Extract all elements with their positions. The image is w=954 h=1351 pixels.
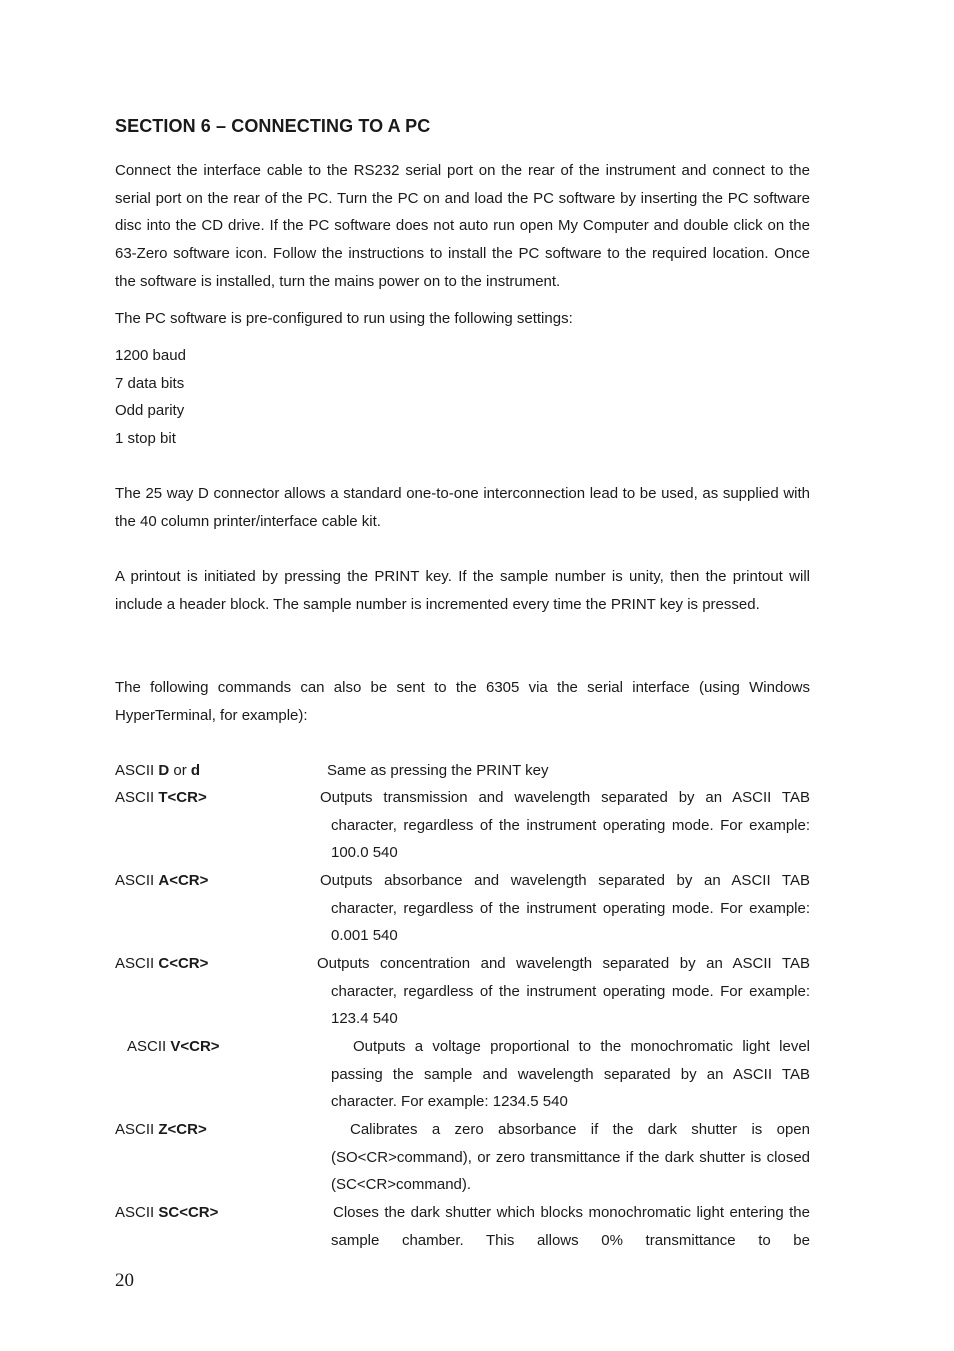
command-prefix: ASCII bbox=[115, 789, 159, 806]
settings-item-baud: 1200 baud bbox=[115, 347, 186, 364]
command-description-c: Outputs concentration and wavelength separated by an ASCII TAB character, regardless of the instrument operating mode. For example: 123.4 540 bbox=[317, 955, 810, 1028]
settings-item-parity: Odd parity bbox=[115, 402, 185, 420]
command-description-t: Outputs transmission and wavelength separated by an ASCII TAB character, regardless of the instrument operating mode. For example: 100.0 540 bbox=[320, 789, 810, 862]
settings-list bbox=[115, 342, 186, 453]
settings-item-stop-bit: 1 stop bit bbox=[115, 430, 176, 448]
command-label-z bbox=[115, 1116, 207, 1144]
intro-paragraph: Connect the interface cable to the RS232 serial port on the rear of the instrument and connect to the serial port on the rear of the PC. Turn the PC on and load the PC software by inserting the PC software disc into the CD drive. If the PC software does not auto run open My Computer and double click on the 63-Zero software icon. Follow the instructions to install the PC software to the required location. Once the software is installed, turn the mains power on to the instrument. bbox=[115, 162, 810, 290]
command-prefix: ASCII bbox=[115, 1121, 159, 1138]
command-code: C<CR> bbox=[158, 955, 209, 972]
commands-intro-paragraph: The following commands can also be sent to the 6305 via the serial interface (using Windows HyperTerminal, for example): bbox=[115, 679, 810, 724]
command-prefix: ASCII bbox=[115, 872, 159, 889]
command-code: SC<CR> bbox=[158, 1204, 219, 1221]
command-prefix: ASCII bbox=[115, 955, 159, 972]
command-description-sc: Closes the dark shutter which blocks monochromatic light entering the sample chamber. This allows 0% transmittance to be bbox=[331, 1204, 810, 1249]
command-prefix: ASCII bbox=[127, 1038, 171, 1055]
command-label-d bbox=[115, 757, 200, 785]
command-label-c bbox=[115, 950, 208, 978]
command-code: D bbox=[158, 762, 170, 779]
command-code-alt: d bbox=[190, 762, 201, 779]
command-label-v bbox=[127, 1033, 220, 1061]
command-prefix: ASCII bbox=[115, 762, 159, 779]
command-code: T<CR> bbox=[158, 789, 207, 806]
command-label-a bbox=[115, 867, 208, 895]
settings-item-data-bits: 7 data bits bbox=[115, 374, 185, 392]
page-number: 20 bbox=[115, 1270, 134, 1291]
command-code: A<CR> bbox=[158, 872, 209, 889]
command-description-d: Same as pressing the PRINT key bbox=[327, 762, 549, 779]
command-mid: or bbox=[169, 762, 191, 779]
command-prefix: ASCII bbox=[115, 1204, 159, 1221]
command-description-v: Outputs a voltage proportional to the monochromatic light level passing the sample and wavelength separated by an ASCII TAB character. For example: 1234.5 540 bbox=[331, 1038, 810, 1111]
settings-intro-paragraph: The PC software is pre-configured to run using the following settings: bbox=[115, 310, 573, 327]
printout-paragraph: A printout is initiated by pressing the PRINT key. If the sample number is unity, then the printout will include a header block. The sample number is incremented every time the PRINT key is pressed. bbox=[115, 568, 810, 613]
connector-paragraph: The 25 way D connector allows a standard one-to-one interconnection lead to be used, as supplied with the 40 column printer/interface cable kit. bbox=[115, 485, 810, 530]
command-description-z: Calibrates a zero absorbance if the dark shutter is open (SO<CR>command), or zero transmittance if the dark shutter is closed (SC<CR>command). bbox=[331, 1121, 810, 1194]
command-code: Z<CR> bbox=[158, 1121, 207, 1138]
command-description-a: Outputs absorbance and wavelength separated by an ASCII TAB character, regardless of the instrument operating mode. For example: 0.001 540 bbox=[320, 872, 810, 945]
section-title: SECTION 6 – CONNECTING TO A PC bbox=[115, 116, 431, 136]
command-label-t bbox=[115, 784, 207, 812]
command-label-sc bbox=[115, 1199, 218, 1227]
command-code: V<CR> bbox=[170, 1038, 220, 1055]
